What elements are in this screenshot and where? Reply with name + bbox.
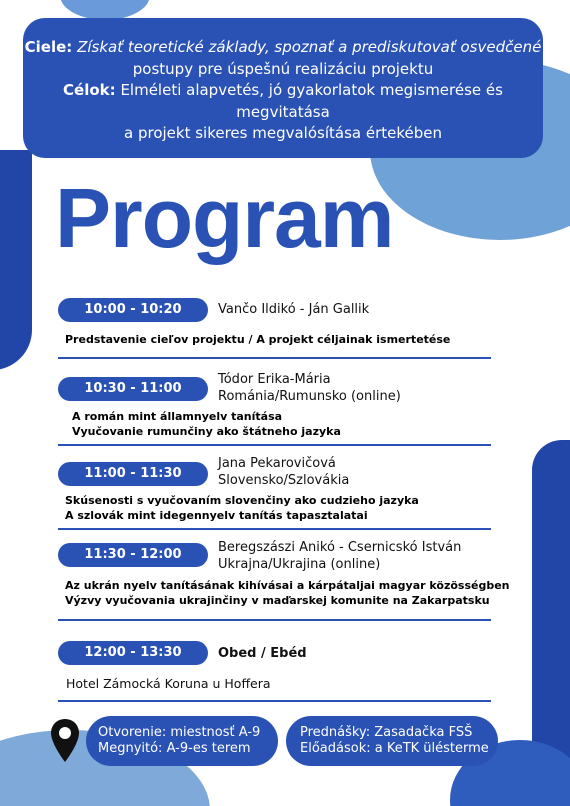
session-2-speaker-name: Tódor Erika-Mária — [218, 372, 331, 387]
decor-arc-top — [60, 0, 150, 20]
session-3-speaker — [218, 456, 349, 489]
goals-hu-text-1: Elméleti alapvetés, jó gyakorlatok megismerése és megvitatása — [120, 81, 503, 121]
session-1-speaker: Vančo Ildikó - Ján Gallik — [218, 302, 370, 317]
lectures-location-hu: Előadások: a KeTK ülésterme — [300, 741, 489, 756]
goals-box — [23, 18, 543, 158]
divider — [58, 528, 491, 530]
session-4-speaker-country: Ukrajna/Ukrajina (online) — [218, 556, 381, 572]
session-2-desc-sk: Vyučovanie rumunčiny ako štátneho jazyka — [72, 425, 341, 438]
session-3-speaker-country: Slovensko/Szlovákia — [218, 472, 350, 488]
goals-sk-text-1: Získať teoretické základy, spoznať a prediskutovať osvedčené — [77, 38, 542, 56]
divider — [58, 444, 491, 446]
goals-hu-line-1 — [23, 80, 543, 123]
divider — [58, 700, 491, 702]
session-2-speaker-country: Románia/Rumunsko (online) — [218, 388, 401, 404]
session-4-desc-sk: Výzvy vyučovania ukrajinčiny v maďarskej komunite na Zakarpatsku — [65, 594, 490, 607]
map-pin-icon — [50, 718, 80, 764]
session-1-time: 10:00 - 10:20 — [58, 298, 208, 322]
decor-bar-left — [0, 150, 32, 370]
session-2-desc — [72, 409, 341, 439]
session-2-speaker — [218, 372, 401, 405]
goals-hu-line-2: a projekt sikeres megvalósítása értekében — [124, 124, 442, 142]
session-1-desc: Predstavenie cieľov projektu / A projekt céljainak ismertetése — [65, 333, 451, 346]
goals-sk-label: Ciele: — [24, 38, 73, 56]
session-2-desc-hu: A román mint államnyelv tanítása — [72, 410, 283, 423]
goals-sk-line-1 — [23, 37, 543, 59]
session-3-time: 11:00 - 11:30 — [58, 462, 208, 486]
opening-location-hu: Megnyitó: A-9-es terem — [98, 741, 251, 756]
lunch-time: 12:00 - 13:30 — [58, 641, 208, 665]
session-4-desc-hu: Az ukrán nyelv tanításának kihívásai a kárpátaljai magyar közösségben — [65, 579, 510, 592]
divider — [58, 357, 491, 359]
session-3-desc-sk: Skúsenosti s vyučovaním slovenčiny ako cudzieho jazyka — [65, 494, 419, 507]
lunch-place: Hotel Zámocká Koruna u Hoffera — [66, 676, 271, 691]
session-4-time: 11:30 - 12:00 — [58, 543, 208, 567]
session-2-time: 10:30 - 11:00 — [58, 377, 208, 401]
session-3-speaker-name: Jana Pekarovičová — [218, 456, 336, 471]
divider — [58, 619, 491, 621]
session-3-desc — [65, 493, 419, 523]
session-4-speaker — [218, 540, 461, 573]
page-title: Program — [55, 171, 394, 265]
lunch-label: Obed / Ebéd — [218, 646, 307, 661]
lectures-location — [286, 716, 498, 766]
session-3-desc-hu: A szlovák mint idegennyelv tanítás tapasztalatai — [65, 509, 368, 522]
goals-hu-label: Célok: — [63, 81, 116, 99]
goals-sk-line-2: postupy pre úspešnú realizáciu projektu — [132, 59, 434, 78]
opening-location-sk: Otvorenie: miestnosť A-9 — [98, 725, 261, 740]
opening-location — [86, 716, 278, 766]
session-4-speaker-name: Beregszászi Anikó - Csernicskó István — [218, 540, 462, 555]
session-4-desc — [65, 578, 510, 608]
lectures-location-sk: Prednášky: Zasadačka FSŠ — [300, 725, 473, 740]
